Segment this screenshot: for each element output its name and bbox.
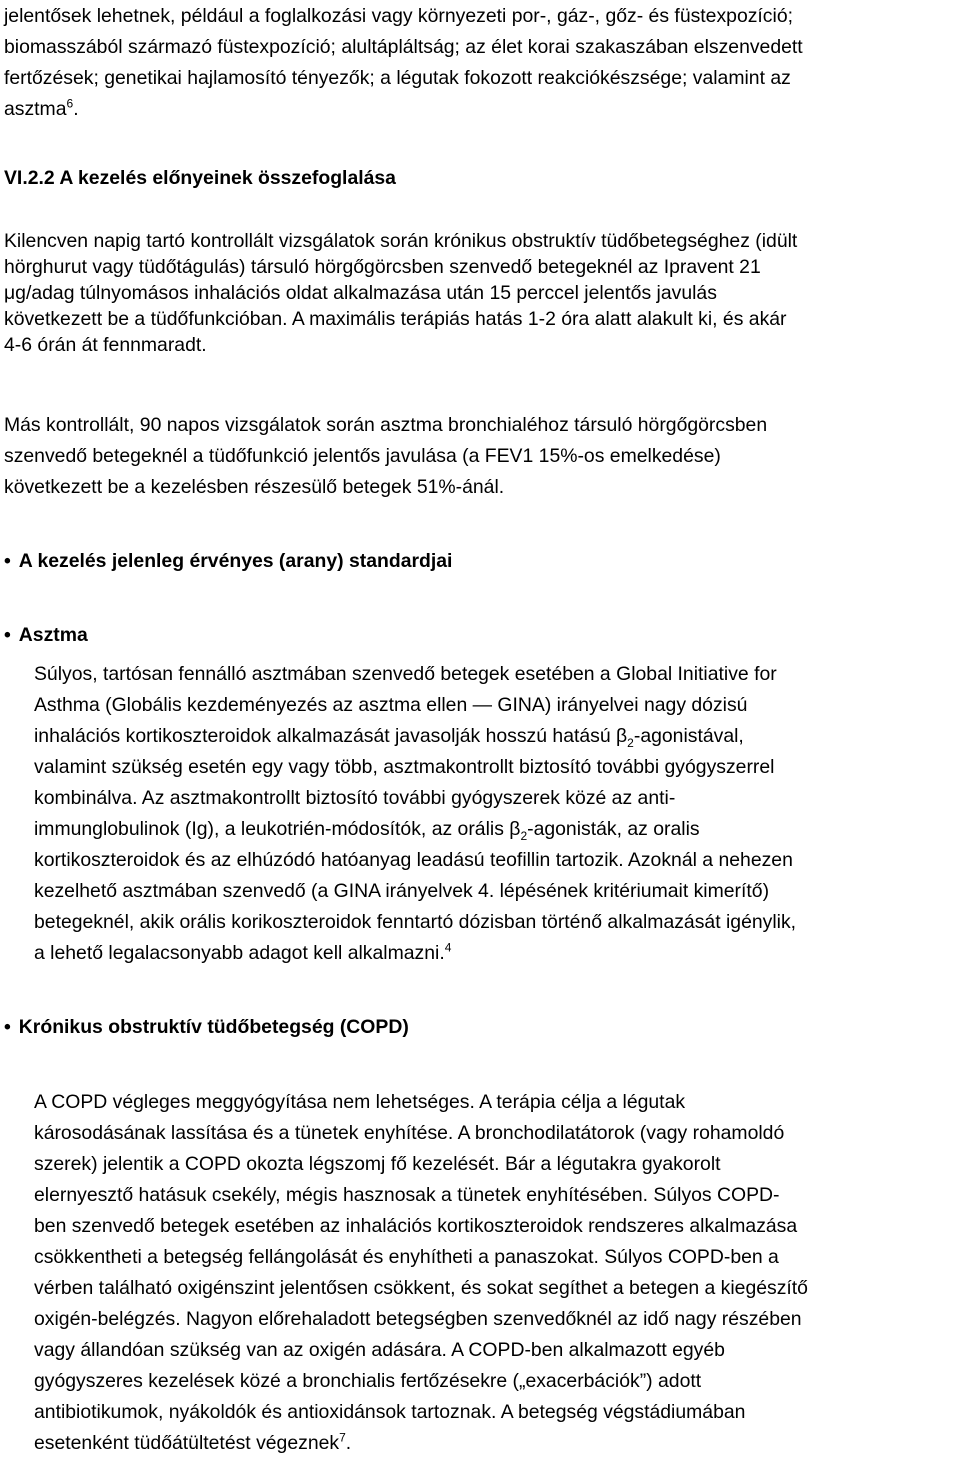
copd-line-11: antibiotikumok, nyákoldók és antioxidánsok tartoznak. A betegség végstádiumában (34, 1401, 746, 1423)
asthma-line-2: Asthma (Globális kezdeményezés az asztma ellen — GINA) irányelvei nagy dózisú (34, 694, 748, 716)
asthma-line-5: kombinálva. Az asztmakontrollt biztosító további gyógyszerek közé az anti- (34, 787, 676, 809)
copd-line-10: gyógyszeres kezelések közé a bronchialis fertőzésekre („exacerbációk”) adott (34, 1370, 702, 1392)
copd-line-6: csökkentheti a betegség fellángolását és enyhítheti a panaszokat. Súlyos COPD-ben a (34, 1246, 779, 1268)
para1-line-5: 4-6 órán át fennmaradt. (4, 334, 207, 356)
heading-asthma (4, 624, 88, 646)
section-number: VI.2.2 (4, 167, 55, 189)
bullet-icon: • (4, 1016, 11, 1038)
intro-line-4 (4, 98, 79, 120)
footnote-ref-6: 6 (66, 96, 74, 111)
copd-line-1: A COPD végleges meggyógyítása nem lehetséges. A terápia célja a légutak (34, 1091, 686, 1113)
intro-line-4-text: asztma (4, 98, 67, 120)
bullet-icon: • (4, 550, 11, 572)
section-heading (4, 167, 396, 189)
intro-line-1: jelentősek lehetnek, például a foglalkozási vagy környezeti por-, gáz-, gőz- és füstexpozíció; (4, 5, 793, 27)
subscript-2: 2 (520, 828, 528, 843)
asthma-line-7: kortikoszteroidok és az elhúzódó hatóanyag leadású teofillin tartozik. Azoknál a nehezen (34, 849, 793, 871)
subscript-2: 2 (627, 735, 634, 750)
para2-line-2: szenvedő betegeknél a tüdőfunkció jelentős javulása (a FEV1 15%-os emelkedése) (4, 445, 721, 467)
section-title: A kezelés előnyeinek összefoglalása (54, 167, 396, 189)
asthma-line-4: valamint szükség esetén egy vagy több, asztmakontrollt biztosító további gyógyszerrel (34, 756, 775, 778)
asthma-line-10 (34, 942, 451, 964)
para1-line-4: következett be a tüdőfunkcióban. A maximális terápiás hatás 1-2 óra alatt alakult ki, és akár (4, 308, 787, 330)
bullet-icon: • (4, 624, 11, 646)
asthma-line-3b: -agonistával, (633, 725, 744, 747)
heading-copd-text: Krónikus obstruktív tüdőbetegség (COPD) (18, 1016, 409, 1038)
copd-line-12 (34, 1432, 351, 1454)
asthma-line-1: Súlyos, tartósan fennálló asztmában szenvedő betegek esetében a Global Initiative for (34, 663, 777, 685)
asthma-line-6a: immunglobulinok (Ig), a leukotrién-módosítók, az orális β (34, 818, 521, 840)
asthma-line-8: kezelhető asztmában szenvedő (a GINA irányelvek 4. lépésének kritériumait kimerítő) (34, 880, 770, 902)
heading-standards (4, 550, 452, 572)
heading-standards-text: A kezelés jelenleg érvényes (arany) standardjai (18, 550, 453, 572)
asthma-line-6b: -agonisták, az oralis (527, 818, 700, 840)
heading-copd (4, 1016, 409, 1038)
asthma-line-3 (34, 725, 744, 750)
asthma-line-6 (34, 818, 700, 843)
para1-line-1: Kilencven napig tartó kontrollált vizsgálatok során krónikus obstruktív tüdőbetegséghez (idült (4, 230, 798, 252)
copd-line-3: szerek) jelentik a COPD okozta légszomj fő kezelését. Bár a légutakra gyakorolt (34, 1153, 721, 1175)
footnote-ref-4: 4 (444, 940, 452, 955)
intro-line-4-end: . (73, 98, 79, 120)
intro-line-3: fertőzések; genetikai hajlamosító tényezők; a légutak fokozott reakciókészsége; valamint az (4, 67, 791, 89)
asthma-line-9: betegeknél, akik orális korikoszteroidok fenntartó dózisban történő alkalmazását igénylik, (34, 911, 797, 933)
asthma-line-3a: inhalációs kortikoszteroidok alkalmazását javasolják hosszú hatású β (34, 725, 628, 747)
heading-asthma-text: Asztma (18, 624, 88, 646)
copd-line-7: vérben található oxigénszint jelentősen csökkent, és sokat segíthet a betegen a kiegészítő (34, 1277, 808, 1299)
para2-line-1: Más kontrollált, 90 napos vizsgálatok során asztma bronchialéhoz társuló hörgőgörcsben (4, 414, 768, 436)
copd-line-12-text: esetenként tüdőátültetést végeznek (34, 1432, 340, 1454)
copd-line-5: ben szenvedő betegek esetében az inhalációs kortikoszteroidok rendszeres alkalmazása (34, 1215, 798, 1237)
copd-line-2: károsodásának lassítása és a tünetek enyhítése. A bronchodilatátorok (vagy rohamoldó (34, 1122, 785, 1144)
copd-line-9: vagy állandóan szükség van az oxigén adására. A COPD-ben alkalmazott egyéb (34, 1339, 725, 1361)
copd-line-8: oxigén-belégzés. Nagyon előrehaladott betegségben szenvedőknél az idő nagy részében (34, 1308, 802, 1330)
para1-line-3: μg/adag túlnyomásos inhalációs oldat alkalmazása után 15 perccel jelentős javulás (4, 282, 717, 304)
para1-line-2: hörghurut vagy tüdőtágulás) társuló hörgőgörcsben szenvedő betegeknél az Ipravent 21 (4, 256, 761, 278)
asthma-line-10-text: a lehető legalacsonyabb adagot kell alkalmazni. (34, 942, 445, 964)
footnote-ref-7: 7 (339, 1430, 346, 1445)
copd-line-12-end: . (345, 1432, 352, 1454)
intro-line-2: biomasszából származó füstexpozíció; alultápláltság; az élet korai szakaszában elszenvedett (4, 36, 803, 58)
para2-line-3: következett be a kezelésben részesülő betegek 51%-ánál. (4, 476, 505, 498)
copd-line-4: elernyesztő hatásuk csekély, mégis hasznosak a tünetek enyhítésében. Súlyos COPD- (34, 1184, 780, 1206)
